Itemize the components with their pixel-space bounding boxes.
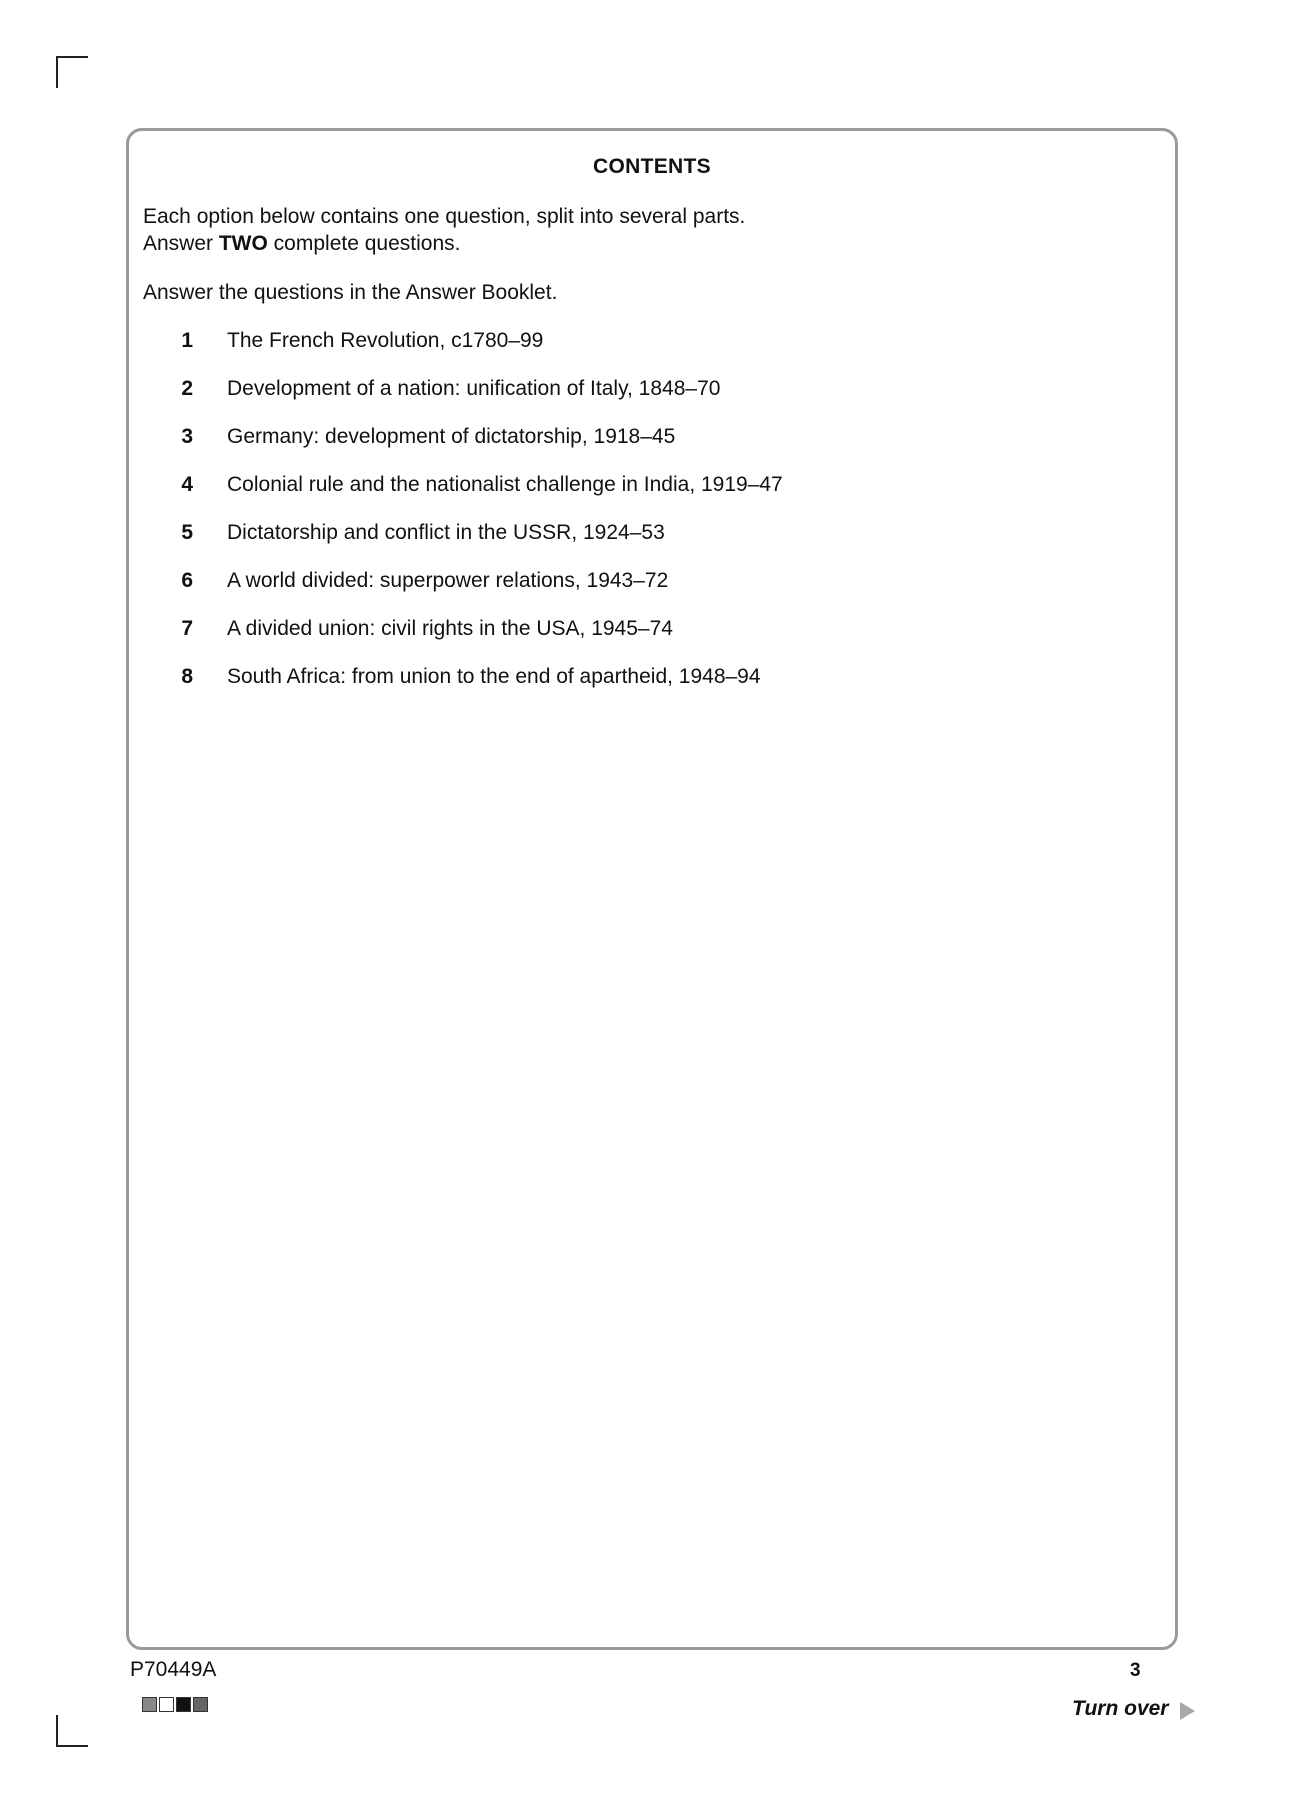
question-item [175,470,1075,518]
question-item [175,614,1075,662]
colour-bar-swatch [142,1697,157,1712]
colour-bar [142,1697,208,1712]
question-title: Dictatorship and conflict in the USSR, 1924–53 [227,521,665,544]
question-title: A divided union: civil rights in the USA, 1945–74 [227,617,673,640]
contents-title: CONTENTS [593,155,711,178]
question-number: 7 [181,617,193,640]
question-number: 1 [181,329,193,352]
question-number: 2 [181,377,193,400]
intro-line-2-pre: Answer [143,232,219,255]
intro-line-1: Each option below contains one question, split into several parts. [143,205,746,228]
question-title: Colonial rule and the nationalist challenge in India, 1919–47 [227,473,783,496]
question-item [175,566,1075,614]
question-title: The French Revolution, c1780–99 [227,329,544,352]
colour-bar-swatch [193,1697,208,1712]
question-item [175,422,1075,470]
question-number: 5 [181,521,193,544]
turn-over-label: Turn over [1072,1697,1169,1720]
question-list [175,326,1075,710]
instruction-text: Answer the questions in the Answer Booklet. [143,281,558,304]
question-title: Development of a nation: unification of Italy, 1848–70 [227,377,721,400]
intro-line-2-bold: TWO [218,232,268,255]
question-number: 8 [181,665,193,688]
question-number: 3 [181,425,193,448]
paper-code: P70449A [130,1658,217,1681]
question-item [175,518,1075,566]
question-title: Germany: development of dictatorship, 1918–45 [227,425,676,448]
question-item [175,662,1075,710]
colour-bar-swatch [176,1697,191,1712]
intro-line-2-post: complete questions. [267,232,461,255]
colour-bar-swatch [159,1697,174,1712]
right-triangle-icon [1180,1702,1195,1720]
question-item [175,374,1075,422]
crop-mark-bottom-left [56,1715,58,1747]
crop-mark-top-left [56,56,58,88]
crop-mark-top-left [56,56,88,58]
question-number: 6 [181,569,193,592]
question-number: 4 [181,473,193,496]
question-title: South Africa: from union to the end of apartheid, 1948–94 [227,665,761,688]
question-item [175,326,1075,374]
page-number: 3 [1130,1660,1141,1681]
question-title: A world divided: superpower relations, 1943–72 [227,569,669,592]
crop-mark-bottom-left [56,1745,88,1747]
intro-line-2 [143,230,460,258]
